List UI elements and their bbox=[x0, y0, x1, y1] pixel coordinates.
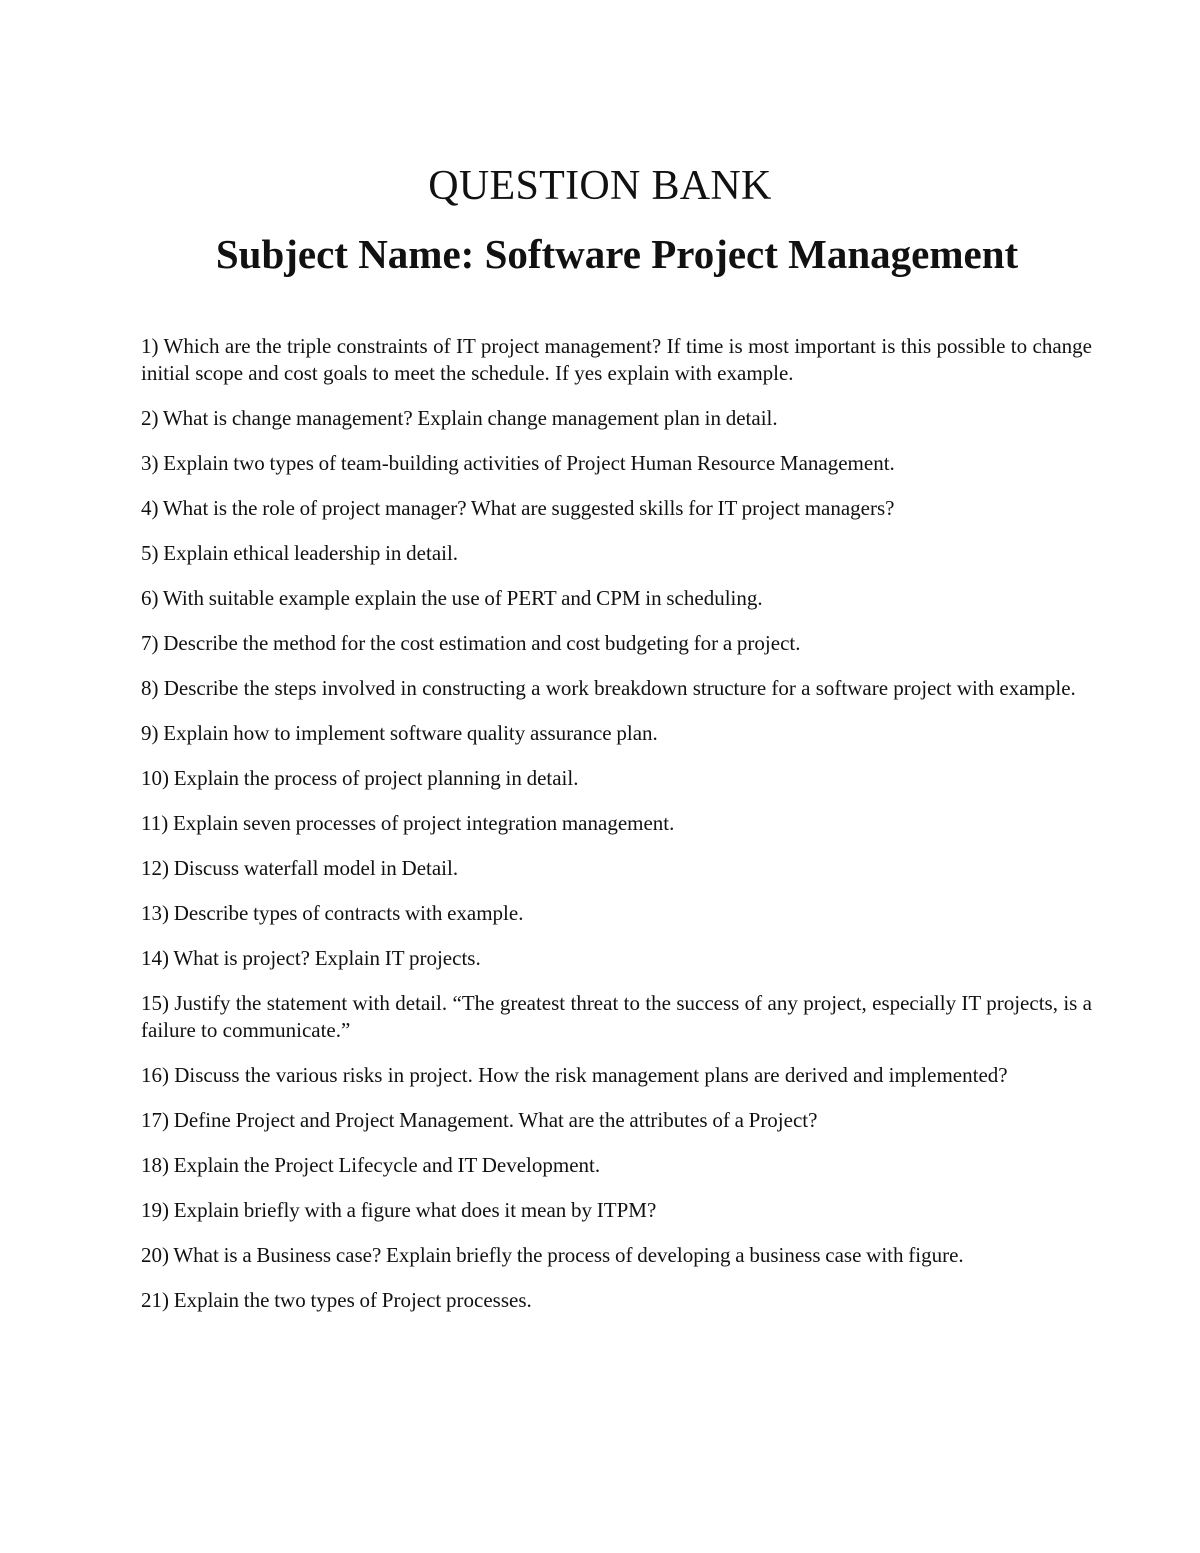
subject-name-heading: Subject Name: Software Project Management bbox=[215, 231, 1019, 277]
question-item: 10) Explain the process of project planning in detail. bbox=[141, 766, 579, 790]
question-item: 1) Which are the triple constraints of IT project management? If time is most important is this possible to change initial scope and cost goals to meet the schedule. If yes explain with example. bbox=[141, 334, 1092, 385]
question-item: 3) Explain two types of team-building activities of Project Human Resource Management. bbox=[141, 451, 895, 475]
question-item: 19) Explain briefly with a figure what does it mean by ITPM? bbox=[141, 1198, 657, 1222]
question-item: 7) Describe the method for the cost estimation and cost budgeting for a project. bbox=[141, 631, 801, 655]
question-item: 6) With suitable example explain the use of PERT and CPM in scheduling. bbox=[141, 586, 763, 610]
question-item: 21) Explain the two types of Project processes. bbox=[141, 1288, 532, 1312]
question-item: 9) Explain how to implement software quality assurance plan. bbox=[141, 721, 658, 745]
question-list bbox=[141, 333, 1092, 1332]
question-item: 2) What is change management? Explain change management plan in detail. bbox=[141, 406, 778, 430]
question-item: 20) What is a Business case? Explain briefly the process of developing a business case with figure. bbox=[141, 1243, 964, 1267]
question-item: 15) Justify the statement with detail. “The greatest threat to the success of any project, especially IT projects, is a failure to communicate.” bbox=[141, 991, 1092, 1042]
question-item: 16) Discuss the various risks in project. How the risk management plans are derived and implemented? bbox=[141, 1063, 1008, 1087]
question-item: 4) What is the role of project manager? What are suggested skills for IT project managers? bbox=[141, 496, 895, 520]
question-item: 8) Describe the steps involved in constructing a work breakdown structure for a software project with example. bbox=[141, 676, 1076, 700]
question-item: 14) What is project? Explain IT projects. bbox=[141, 946, 481, 970]
page-title: QUESTION BANK bbox=[428, 163, 772, 209]
question-item: 11) Explain seven processes of project integration management. bbox=[141, 811, 675, 835]
question-item: 12) Discuss waterfall model in Detail. bbox=[141, 856, 459, 880]
question-item: 5) Explain ethical leadership in detail. bbox=[141, 541, 459, 565]
question-item: 17) Define Project and Project Management. What are the attributes of a Project? bbox=[141, 1108, 818, 1132]
question-item: 13) Describe types of contracts with example. bbox=[141, 901, 524, 925]
question-item: 18) Explain the Project Lifecycle and IT Development. bbox=[141, 1153, 601, 1177]
